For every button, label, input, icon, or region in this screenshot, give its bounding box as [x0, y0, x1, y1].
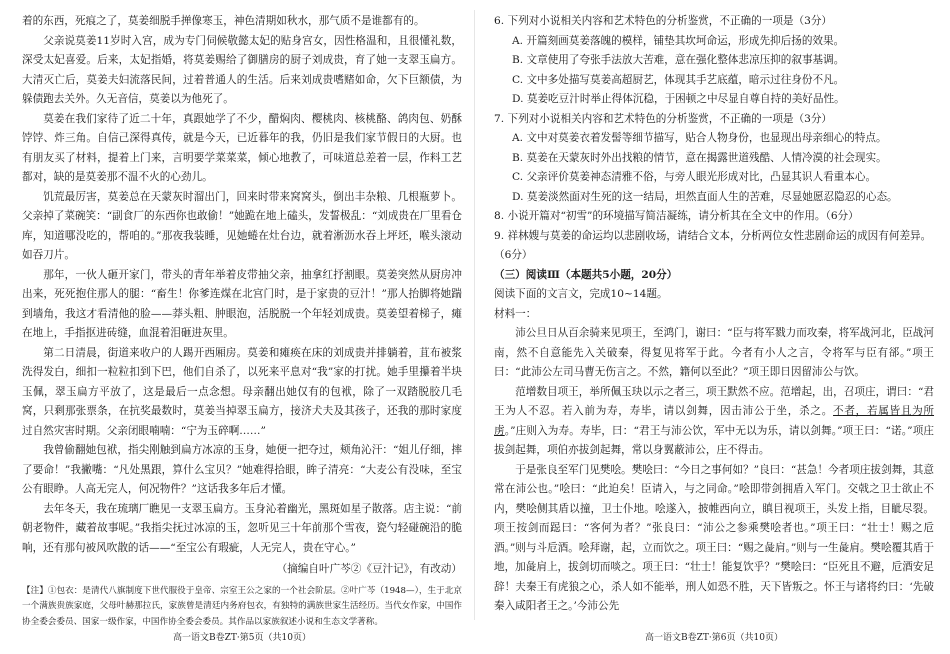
left-page — [22, 12, 462, 630]
story-paragraph: 莫姜在我们家待了近二十年，真跟她学了不少，醋焖肉、樱桃肉、核桃酪、鸽肉包、奶酥饽饽、炸三角。自信己深得真传，就是今天，已近暮年的我，仍旧是我们家节假日的大厨。也有朋友买了材料，提着上门来，言明要学菜菜菜，倾心地教了，可味道总差着一层，作料工艺都对，缺的是莫姜那不温不火的心劲儿。 — [22, 112, 462, 183]
question-8: 8. 小说开篇对“初雪”的环境描写简洁凝练，请分析其在全文中的作用。（6分） — [494, 210, 859, 222]
classical-paragraph: 于是张良至军门见樊哙。樊哙曰：“今日之事何如？”良曰：“甚急！今者项庄拔剑舞，其意常在沛公也。”哙曰：“此迫矣！臣请入，与之同命。”哙即带剑拥盾入军门。交戟之卫士欲止不内，樊哙侧其盾以撞，卫士仆地。哙遂入，披帷西向立，瞋目视项王，头发上指，目眦尽裂。项王按剑而跽曰：“客何为者？”张良曰：“沛公之参乘樊哙者也。”项王曰：“壮士！赐之卮酒。”则与斗卮酒。哙拜谢，起，立而饮之。项王曰：“赐之彘肩。”则与一生彘肩。樊哙覆其盾于地，加彘肩上，拔剑切而啖之。项王曰：“壮士！能复饮乎？”樊哙曰：“臣死且不避，卮酒安足辞！夫秦王有虎狼之心，杀人如不能举，刑人如恐不胜，天下皆叛之。怀王与诸将约曰：‘先破秦入咸阳者王之。’今沛公先 — [494, 463, 934, 612]
source-caption: （摘编自叶广芩②《豆汁记》，有改动） — [276, 563, 462, 575]
story-paragraph: 着的东西，死痕之了，莫姜细脱手掸像寒玉，神色清期如秋水，那气质不是谁都有的。 — [22, 15, 425, 27]
page-footer-left: 高一语文B卷ZT·第5页（共10页） — [173, 633, 311, 643]
q6-option-a: A. 开篇刻画莫姜落魄的模样，铺垫其坎坷命运，形成先抑后扬的效果。 — [512, 34, 845, 47]
page-divider — [474, 10, 475, 620]
story-paragraph: 父亲说莫姜11岁时入宫，成为专门伺候敬懿太妃的贴身宫女，因性格温和，且很懂礼数，深受太妃喜爱。后来，太妃指婚，将莫姜赐给了御膳房的厨子刘成贵，育了她一支翠玉扁方。大清灭亡后，莫姜夫妇流落民间，过着普通人的生活。后来刘成贵嗜赌如命，欠下巨额债，为躲债跑去关外。久无音信，莫姜以为他死了。 — [22, 34, 462, 105]
q7-option-b: B. 莫姜在天蒙灰时外出找粮的情节，意在揭露世道残酷、人情冷漠的社会现实。 — [512, 151, 887, 164]
right-page — [494, 12, 934, 617]
story-paragraph: 我曾偷翻她包袱，指尖刚触到扁方冰凉的玉身，她便一把夺过，颊角沁汗：“姐儿仔细，摔了要命！”我撇嘴：“凡处黑跟，算什么宝贝？”她难得拾眼，眸子清亮：“大麦公有没味，至宝公有眼睁。人高无完人，何况物件？”这话我多年后才懂。 — [22, 444, 462, 495]
q7-option-d: D. 莫姜淡然面对生死的这一结局，坦然直面人生的苦难，尽显她愿忍隐忍的心态。 — [512, 190, 898, 203]
story-paragraph: 饥荒最厉害，莫姜总在天蒙灰时溜出门，回来时带来窝窝头，倒出丰杂粮、几根瓶萝卜。父亲掉了菜碗笑：“副食厂的东西你也敢偷！”她跪在地上磕头，发誓极乱：“刘成贵在厂里看仓库，知道哪没吃的，帮咱的。”那夜我装睡，见她蜷在灶台边，就着淅沥水吞上坪坯，喉头滚动如吞刀片。 — [22, 190, 462, 261]
classical-paragraph: 沛公旦日从百余骑来见项王，至鸿门，谢曰：“臣与将军戮力而攻秦，将军战河北，臣战河南，然不自意能先入关破秦，得复见将军于此。今者有小人之言，令将军与臣有郤。”项王曰：“此沛公左司马曹无伤言之。不然，籍何以至此？”项王即日因留沛公与饮。 — [494, 327, 934, 378]
question-7: 7. 下列对小说相关内容和艺术特色的分析鉴赏，不正确的一项是（3分） — [494, 112, 833, 125]
story-paragraph: 第二日清晨，街道来收户的人踢开西厢房。莫姜和瘫痪在床的刘成贵并排躺着，苴布被浆洗得发白，细扣一粒粒扣到下巴，他们自杀了，以死来平息对“我”家的打扰。她手里攥着半块玉佩，翠玉扁方平放了，这是最后一点念想。母亲翻出她仅有的包袱，除了一双踏脱胶几毛窝，只剩那张票条，在抗奖最数时，莫姜当掉翠玉扁方，接济犬夫及其孩子，还我的那时家度过自然灾害时期。父亲闭眼喃喃：“宁为玉碎啊……” — [22, 346, 462, 437]
question-6: 6. 下列对小说相关内容和艺术特色的分析鉴赏，不正确的一项是（3分） — [494, 15, 833, 27]
story-paragraph: 那年，一伙人砸开家门，带头的青年举着皮带抽父亲，抽拿红抒割眼。莫姜突然从厨房冲出来，死死抱住那人的腿：“畜生！你爹连煤在北宫门时，是于家贵的豆汁！”那人抬脚将她踹到墙角，我这才看清他的脸——莽头粗、肿眼泡，活脱脱一个年轻刘成贵。莫姜望着梯子，瘫在地上，手指抠进砖缝，血混着泪砸进灰里。 — [22, 268, 462, 339]
material-label: 材料一： — [494, 307, 537, 320]
section-heading: （三）阅读Ⅲ（本题共5小题，20分） — [494, 268, 678, 281]
q6-option-d: D. 莫姜吃豆汁时举止得体沉稳，于困顿之中尽显自尊自持的美好品性。 — [512, 93, 845, 105]
q7-option-a: A. 文中对莫姜衣着发髻等细节描写，贴合人物身份，也显现出母亲细心的特点。 — [512, 132, 887, 144]
question-9: 9. 祥林嫂与莫姜的命运均以悲剧收场，请结合文本，分析两位女性悲剧命运的成因有何差异。（6分） — [494, 229, 932, 261]
underlined-sentence: 不者，若属皆且为所虏 — [494, 405, 935, 437]
footnote: 【注】①包衣：是清代八旗制度下世代服役于皇帝、宗室王公之家的一个社会阶层。②叶广芩（1948—），生于北京一个满族贵族家庭，父母叶赫那拉氏，家族曾是清廷内务府包衣，有独特的满族世家生活经历。当代女作家，中国作协全委会委员、国家一级作家，中国作协全委会委员。其作品以家族叙述小说和生态文学著称。 — [22, 585, 462, 627]
q7-option-c: C. 父亲评价莫姜神态清雅不俗，与旁人眼光形成对比，凸显其识人看重本心。 — [512, 171, 877, 183]
classical-paragraph-underlined: 范增数目项王，举所佩玉玦以示之者三，项王默然不应。范增起，出，召项庄，谓曰：“君王为人不忍。若入前为寿，寿毕，请以剑舞，因击沛公于坐，杀之。不者，若属皆且为所虏。”庄则入为寿。寿毕，曰：“君王与沛公饮，军中无以为乐，请以剑舞。”项王曰：“诺。”项庄拔剑起舞，项伯亦拔剑起舞，常以身翼蔽沛公，庄不得击。 — [494, 385, 935, 456]
q6-option-c: C. 文中多处描写莫姜高超厨艺，体现其手艺底蕴，暗示过往身份不凡。 — [512, 73, 845, 86]
section-instruction: 阅读下面的文言文，完成10~14题。 — [494, 288, 668, 300]
page-footer-right: 高一语文B卷ZT·第6页（共10页） — [645, 633, 783, 643]
story-paragraph: 去年冬天，我在琉璃厂瞧见一支翠玉扁方。玉身沁着幽光，黑斑如星子散落。店主说：“前朝老物件，藏着故事呢。”我指尖抚过冰凉的玉，忽听见三十年前那个雪夜，瓷勺轻碰碗沿的脆响，还有那句被风吹散的话——“至宝公有瑕疵，人无完人，贵在守心。” — [22, 502, 462, 554]
q6-option-b: B. 文章使用了夸张手法放大苦难，意在强化整体悲凉压抑的叙事基调。 — [512, 54, 845, 66]
